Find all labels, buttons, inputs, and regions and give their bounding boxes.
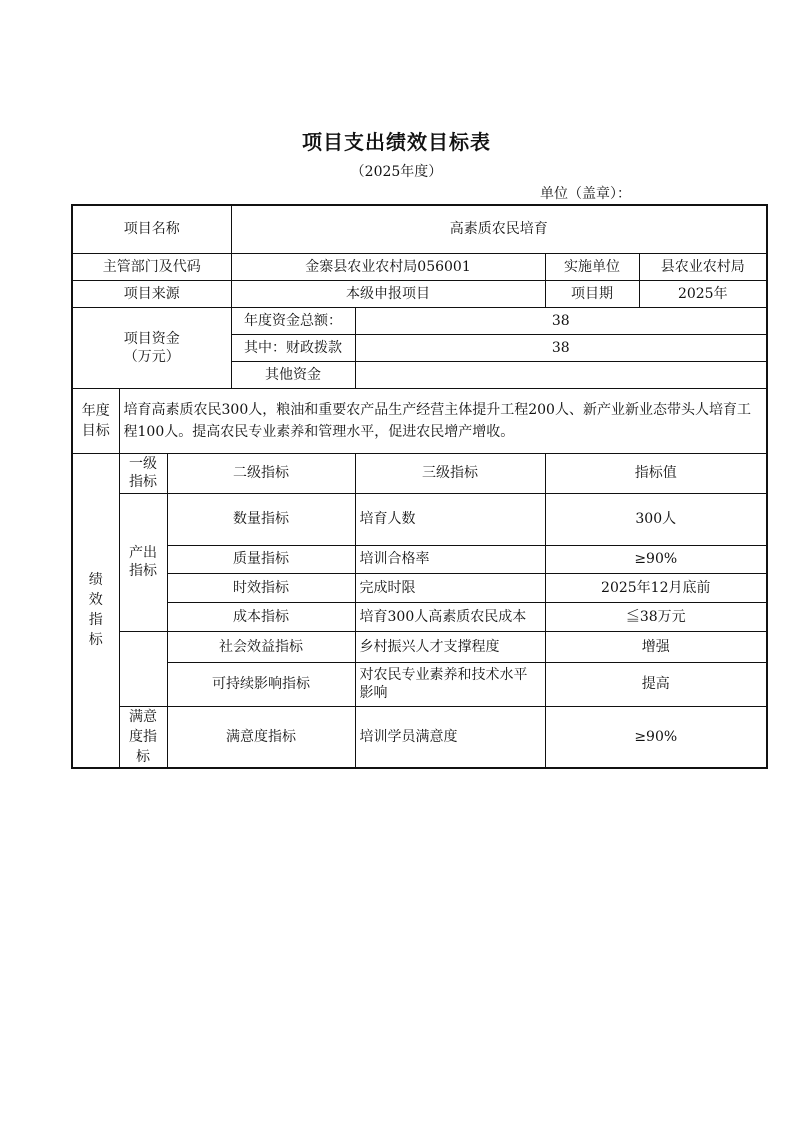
perf-indicator-label	[72, 453, 119, 768]
output-l2: 时效指标	[167, 573, 355, 602]
output-l3: 培育300人高素质农民成本	[355, 602, 545, 631]
perf-char: 指	[88, 612, 103, 628]
year-subtitle: （2025年度）	[350, 164, 443, 180]
source-value: 本级申报项目	[231, 280, 545, 307]
annual-goal-label-line2: 目标	[81, 422, 110, 439]
period-value: 2025年	[639, 280, 767, 307]
funds-total-label: 年度资金总额：	[231, 307, 355, 334]
funds-label	[72, 307, 231, 388]
unit-label: 单位（盖章）：	[540, 186, 631, 202]
perf-char: 绩	[88, 572, 103, 588]
output-value: ≥90%	[545, 545, 767, 573]
output-l3: 完成时限	[355, 573, 545, 602]
dept-label: 主管部门及代码	[72, 253, 231, 280]
source-label: 项目来源	[72, 280, 231, 307]
effect-l3: 乡村振兴人才支撑程度	[355, 631, 545, 662]
funds-label-line2: （万元）	[123, 348, 180, 365]
satisfaction-label-line: 标	[136, 748, 150, 765]
satisfaction-l2: 满意度指标	[167, 706, 355, 768]
output-l2: 质量指标	[167, 545, 355, 573]
perf-char: 效	[88, 592, 103, 608]
effect-value: 增强	[545, 631, 767, 662]
effect-indicator-label	[119, 631, 167, 706]
output-l3: 培训合格率	[355, 545, 545, 573]
output-indicator-label	[119, 493, 167, 631]
performance-table	[71, 204, 768, 769]
output-l2: 数量指标	[167, 493, 355, 545]
effect-l3: 对农民专业素养和技术水平影响	[355, 662, 545, 706]
satisfaction-label-line: 满意	[129, 708, 157, 725]
header-value: 指标值	[545, 453, 767, 493]
output-label-line1: 产出	[129, 545, 157, 561]
project-name-label: 项目名称	[72, 205, 231, 253]
effect-l2: 社会效益指标	[167, 631, 355, 662]
header-level3: 三级指标	[355, 453, 545, 493]
funds-fiscal-value: 38	[355, 334, 767, 361]
perf-char: 标	[88, 632, 103, 648]
effect-value: 提高	[545, 662, 767, 706]
output-l3: 培育人数	[355, 493, 545, 545]
project-name-value: 高素质农民培育	[231, 205, 767, 253]
impl-unit-label: 实施单位	[545, 253, 639, 280]
annual-goal-text: 培育高素质农民300人，粮油和重要农产品生产经营主体提升工程200人、新产业新业态带头人培育工程100人。提高农民专业素养和管理水平，促进农民增产增收。	[119, 388, 767, 453]
funds-label-line1: 项目资金	[123, 330, 180, 347]
annual-goal-label	[72, 388, 119, 453]
funds-total-value: 38	[355, 307, 767, 334]
header-level1-line2: 指标	[129, 474, 157, 490]
funds-other-label: 其他资金	[231, 361, 355, 388]
output-value: ≦38万元	[545, 602, 767, 631]
output-label-line2: 指标	[129, 563, 157, 579]
annual-goal-label-line1: 年度	[81, 402, 110, 419]
satisfaction-indicator-label	[119, 706, 167, 768]
satisfaction-l3: 培训学员满意度	[355, 706, 545, 768]
funds-fiscal-label: 其中：财政拨款	[231, 334, 355, 361]
period-label: 项目期	[545, 280, 639, 307]
satisfaction-label-line: 度指	[129, 728, 157, 745]
page-title: 项目支出绩效目标表	[302, 130, 491, 154]
header-level1	[119, 453, 167, 493]
output-l2: 成本指标	[167, 602, 355, 631]
header-level1-line1: 一级	[129, 456, 157, 472]
output-value: 300人	[545, 493, 767, 545]
output-value: 2025年12月底前	[545, 573, 767, 602]
dept-value: 金寨县农业农村局056001	[231, 253, 545, 280]
header-level2: 二级指标	[167, 453, 355, 493]
funds-other-value	[355, 361, 767, 388]
impl-unit-value: 县农业农村局	[639, 253, 767, 280]
effect-l2: 可持续影响指标	[167, 662, 355, 706]
satisfaction-value: ≥90%	[545, 706, 767, 768]
